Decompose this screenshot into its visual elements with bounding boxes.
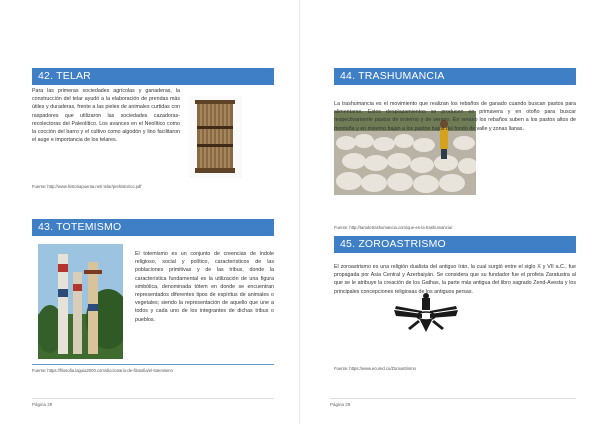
trashumancia-text: La trashumancia es el movimiento que realizan los rebaños de ganado cuando buscan pastos para alimentarse. Estos desplazamientos se producen en primavera y en otoño para buscar respectivamente pastos de invierno y de verano. En verano los rebaños suben a los pastos altos de montaña y en invierno bajan a los pastos bajos del fondo de valle y zonas llanas. bbox=[334, 101, 576, 132]
totem-image bbox=[38, 244, 123, 359]
trashumancia-source: Fuente: http://tarodetrashumancia.com/que-es-la-trashumancia/ bbox=[334, 225, 453, 230]
telar-source: Fuente: http://www.historiapuenta.net/ telar/prehistorico.pdf bbox=[32, 184, 142, 189]
section-title-trashumancia: 44. TRASHUMANCIA bbox=[334, 68, 576, 85]
totemismo-source: Fuente: https://filosofia.laguia2000.com/diccionario-de-filosofia/el-totemismo bbox=[32, 368, 173, 373]
page-number: Página 28 bbox=[32, 402, 53, 407]
loom-image bbox=[189, 96, 242, 178]
zoroastrismo-source: Fuente: https://www.ecured.cu/Zoroastrismo bbox=[334, 366, 416, 371]
telar-text: Para las primeras sociedades agrícolas y ganaderas, la construcción del telar ayudó a la elaboración de prendas más útiles y duraderas, frente a las pieles de animales curtidas con raspadores que utilizaron las sociedades cazadoras- recolectoras del Paleolítico. Los avances en el Neolítico como la cocción del barro y el cultivo como algodón y lino facilitaron el auge e importancia de los telares. bbox=[32, 88, 180, 144]
section-title-zoroastrismo: 45. ZOROASTRISMO bbox=[334, 236, 576, 253]
footer-line bbox=[330, 398, 576, 399]
faravahar-image bbox=[392, 292, 460, 334]
divider-line bbox=[32, 364, 274, 365]
totemismo-text: El totemismo es un conjunto de creencias de índole religioso, social y político, característicos de las poblaciones primitivas y de las tribus, donde la característica fundamental es la utilización de una figura simbólica, denominada tótem en donde se encuentran representados diferentes tipos de espíritus de animales o vegetales; siendo la representación de aquello que une a todos y cada uno de los integrantes de dichas tribus o pueblos. bbox=[135, 251, 274, 323]
zoroastrismo-text: El zoroastrismo es una religión dualista del antiguo Irán, la cual surgió entre el siglo X y VII a.C., fue propagada por Asia Central y Azerbaiyán. Se considera que su fundador fue el profeta Zaratustra al que se le atribuye la creación de los Gathas, la parte más antigua del libro sagrado Zend-Avesta y los principales concepciones religiosas de los antiguos persas. bbox=[334, 264, 576, 295]
footer-line bbox=[32, 398, 274, 399]
page-number: Página 29 bbox=[330, 402, 351, 407]
section-title-telar: 42. TELAR bbox=[32, 68, 274, 85]
section-title-totemismo: 43. TOTEMISMO bbox=[32, 219, 274, 236]
right-page bbox=[300, 0, 600, 424]
